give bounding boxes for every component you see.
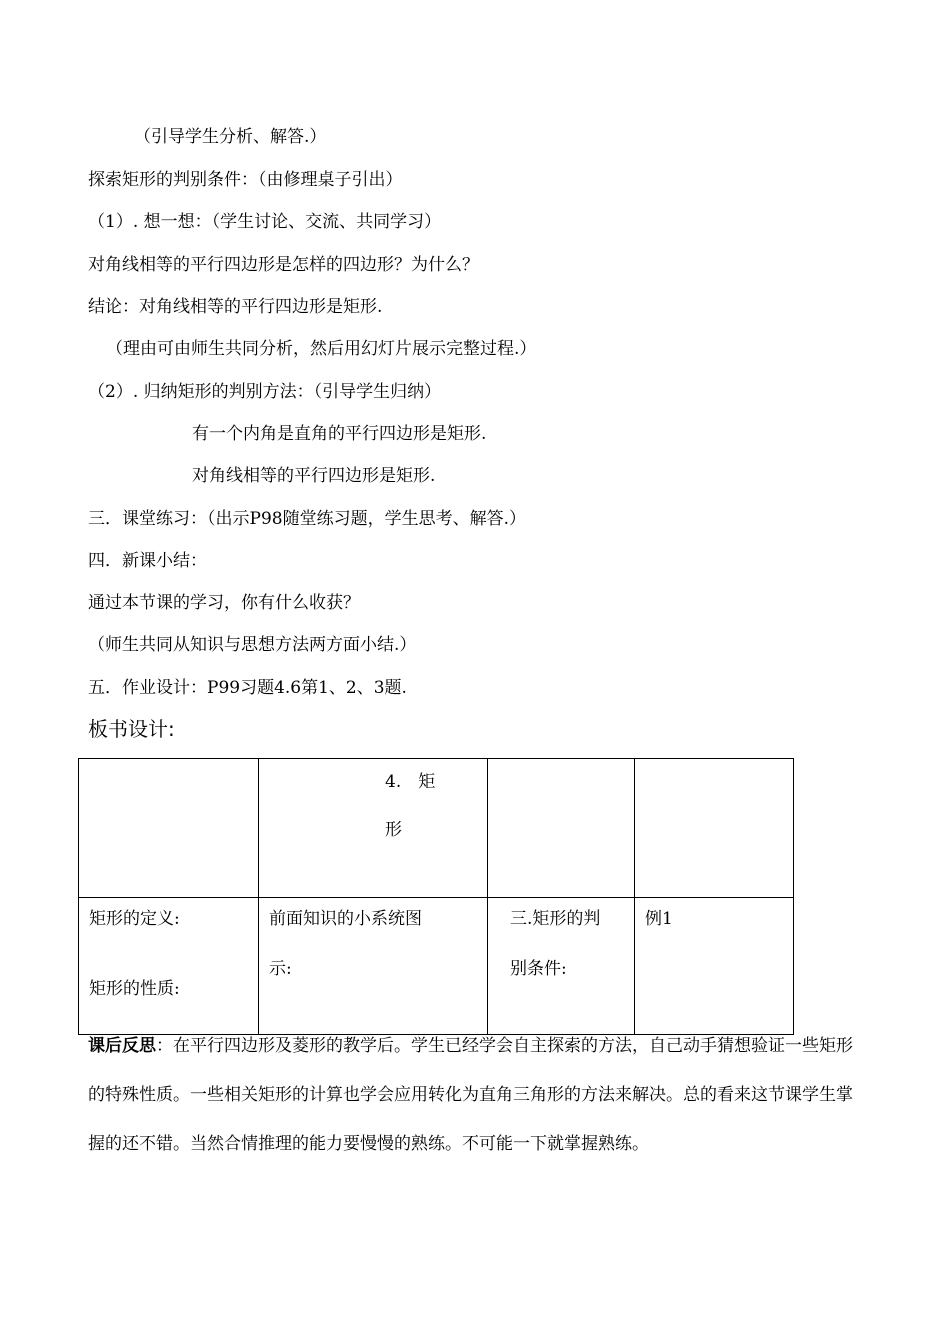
table-row [79,759,794,898]
conclusion-line: 结论：对角线相等的平行四边形是矩形. [88,297,383,317]
board-title-part1: 4. 矩 [385,772,436,792]
practice-line: 三．课堂练习：（出示P98随堂练习题，学生思考、解答.） [88,509,526,529]
rule-two: 对角线相等的平行四边形是矩形. [192,466,436,486]
table-cell [259,898,488,1035]
system-diagram-line2: 示: [269,959,292,979]
table-cell [259,759,488,898]
example-label: 例1 [645,909,673,929]
definition-label: 矩形的定义: [89,909,180,929]
reflection-text: ：在平行四边形及菱形的教学后。学生已经学会自主探索的方法，自己动手猜想验证一些矩形的特殊性质。一些相关矩形的计算也学会应用转化为直角三角形的方法来解决。总的看来这节课学生掌握的还不错。当然合情推理的能力要慢慢的熟练。不可能一下就掌握熟练。 [88,1036,853,1154]
think-line: （1）. 想一想：（学生讨论、交流、共同学习） [88,212,442,232]
guide-line: （引导学生分析、解答.） [134,127,327,147]
rule-one: 有一个内角是直角的平行四边形是矩形. [192,424,487,444]
table-cell [79,759,259,898]
reflection-paragraph [88,1022,858,1169]
condition-line1: 三.矩形的判 [510,909,601,929]
table-cell [635,898,794,1035]
summarize-line: （2）. 归纳矩形的判别方法：（引导学生归纳） [88,382,442,402]
property-label: 矩形的性质: [89,979,180,999]
summary-question: 通过本节课的学习，你有什么收获？ [88,593,360,613]
homework-line: 五．作业设计：P99习题4.6第1、2、3题. [88,678,407,698]
summary-heading: 四．新课小结： [88,551,207,571]
summary-note: （师生共同从知识与思想方法两方面小结.） [88,635,417,655]
explore-line: 探索矩形的判别条件：（由修理桌子引出） [88,170,403,190]
question-line: 对角线相等的平行四边形是怎样的四边形？为什么？ [88,255,479,275]
table-cell [488,898,635,1035]
reflection-label: 课后反思 [88,1036,156,1056]
table-cell [488,759,635,898]
table-cell [635,759,794,898]
board-title-part2: 形 [385,820,402,840]
table-cell [79,898,259,1035]
condition-line2: 别条件: [510,959,567,979]
reason-line: （理由可由师生共同分析，然后用幻灯片展示完整过程.） [106,339,537,359]
system-diagram-line1: 前面知识的小系统图 [269,909,422,929]
board-design-heading: 板书设计: [88,717,175,741]
table-row [79,898,794,1035]
board-design-table [78,758,794,1035]
